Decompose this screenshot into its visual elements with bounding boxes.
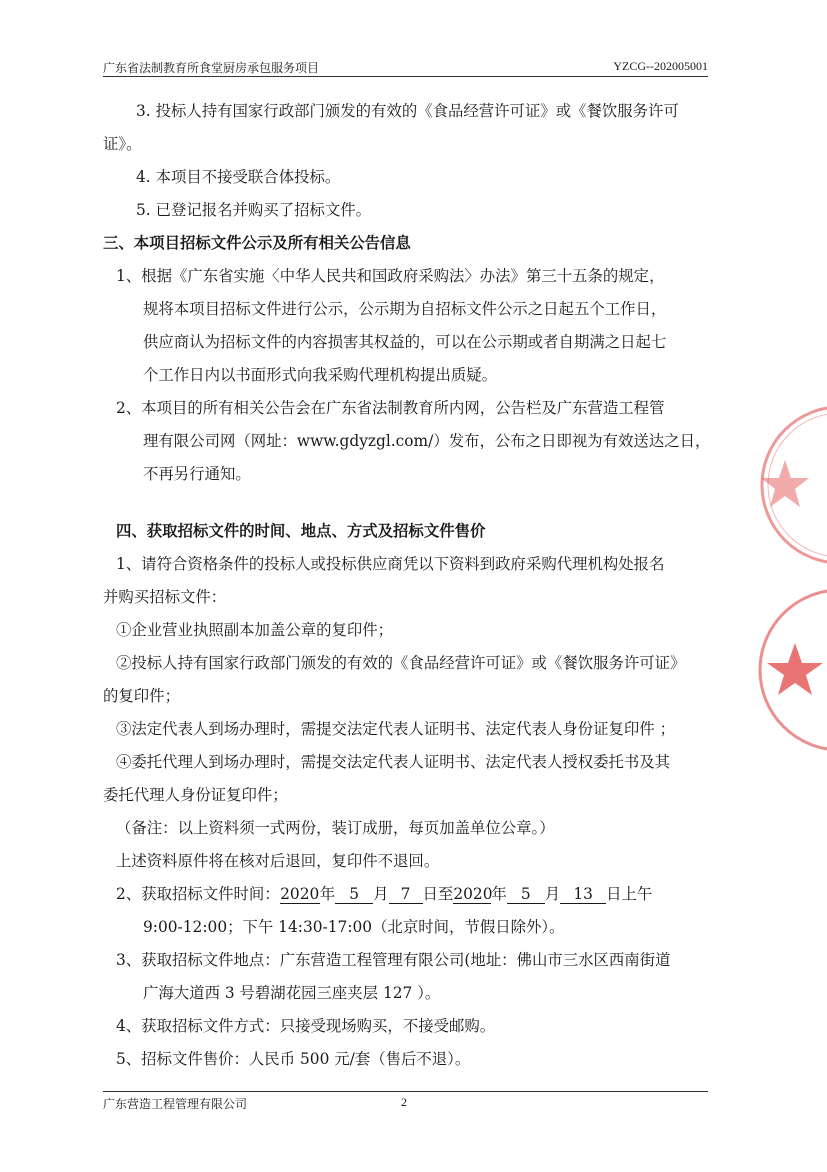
text-line: 个工作日内以书面形式向我采购代理机构提出质疑。 bbox=[143, 366, 497, 384]
start-year: 2020 bbox=[280, 885, 320, 903]
text-line: 上述资料原件将在核对后退回，复印件不退回。 bbox=[116, 852, 440, 870]
text-line: 的复印件； bbox=[103, 687, 180, 705]
header-project-title: 广东省法制教育所食堂厨房承包服务项目 bbox=[103, 61, 320, 75]
text-line: 4、获取招标文件方式：只接受现场购买，不接受邮购。 bbox=[116, 1017, 496, 1035]
page-header bbox=[103, 58, 708, 77]
text-line: 1、根据《广东省实施〈中华人民共和国政府采购法〉办法》第三十五条的规定， bbox=[116, 267, 665, 285]
seal-stamp-upper bbox=[745, 400, 827, 570]
page-footer bbox=[103, 1091, 708, 1114]
end-day: 13 bbox=[560, 886, 606, 904]
text-line: 9:00-12:00；下午 14:30-17:00（北京时间，节假日除外）。 bbox=[143, 918, 565, 936]
text-line: 3、获取招标文件地点：广东营造工程管理有限公司(地址：佛山市三水区西南街道 bbox=[116, 951, 671, 969]
text-line: 理有限公司网（网址：www.gdyzgl.com/）发布，公布之日即视为有效送达之日， bbox=[143, 432, 711, 450]
time-line bbox=[116, 884, 652, 904]
note-line: （备注：以上资料须一式两份，装订成册，每页加盖单位公章。） bbox=[116, 819, 555, 837]
section-heading: 四、获取招标文件的时间、地点、方式及招标文件售价 bbox=[116, 522, 486, 540]
text-line: 规将本项目招标文件进行公示，公示期为自招标文件公示之日起五个工作日， bbox=[143, 300, 667, 318]
list-item: ④委托代理人到场办理时，需提交法定代表人证明书、法定代表人授权委托书及其 bbox=[116, 753, 671, 771]
text-line: 并购买招标文件： bbox=[103, 588, 227, 606]
text-line: 供应商认为招标文件的内容损害其权益的，可以在公示期或者自期满之日起七 bbox=[143, 333, 667, 351]
time-text: 月 bbox=[373, 885, 389, 903]
page-number: 2 bbox=[401, 1095, 407, 1109]
seal-stamp-lower bbox=[740, 585, 827, 755]
list-item: ①企业营业执照副本加盖公章的复印件； bbox=[116, 621, 394, 639]
footer-company: 广东营造工程管理有限公司 bbox=[103, 1097, 248, 1111]
text-line: 不再另行通知。 bbox=[143, 465, 251, 483]
header-project-code: YZCG--202005001 bbox=[613, 59, 708, 73]
time-prefix: 2、获取招标文件时间： bbox=[116, 885, 280, 903]
text-line: 2、本项目的所有相关公告会在广东省法制教育所内网，公告栏及广东营造工程管 bbox=[116, 399, 665, 417]
end-year: 2020 bbox=[453, 885, 493, 903]
list-item: ③法定代表人到场办理时，需提交法定代表人证明书、法定代表人身份证复印件 ； bbox=[116, 720, 675, 738]
text-line: 证》。 bbox=[103, 135, 142, 153]
text-line: 5. 已登记报名并购买了招标文件。 bbox=[136, 201, 372, 219]
time-text: 日上午 bbox=[606, 885, 653, 903]
text-line: 委托代理人身份证复印件； bbox=[103, 786, 288, 804]
time-text: 年 bbox=[319, 885, 336, 903]
text-line: 1、请符合资格条件的投标人或投标供应商凭以下资料到政府采购代理机构处报名 bbox=[116, 555, 665, 573]
section-heading: 三、本项目招标文件公示及所有相关公告信息 bbox=[103, 234, 411, 252]
text-line: 4. 本项目不接受联合体投标。 bbox=[136, 168, 341, 186]
start-month: 5 bbox=[335, 886, 373, 904]
time-text: 月 bbox=[544, 885, 561, 903]
list-item: ②投标人持有国家行政部门颁发的有效的《食品经营许可证》或《餐饮服务许可证》 bbox=[116, 654, 686, 672]
text-line: 广海大道西 3 号碧湖花园三座夹层 127 ）。 bbox=[143, 984, 441, 1002]
start-day: 7 bbox=[389, 886, 423, 904]
time-text: 日至 bbox=[422, 885, 454, 903]
time-text: 年 bbox=[491, 885, 507, 903]
text-line: 3. 投标人持有国家行政部门颁发的有效的《食品经营许可证》或《餐饮服务许可 bbox=[136, 102, 679, 120]
text-line: 5、招标文件售价：人民币 500 元/套（售后不退）。 bbox=[116, 1050, 471, 1068]
end-month: 5 bbox=[507, 886, 545, 904]
